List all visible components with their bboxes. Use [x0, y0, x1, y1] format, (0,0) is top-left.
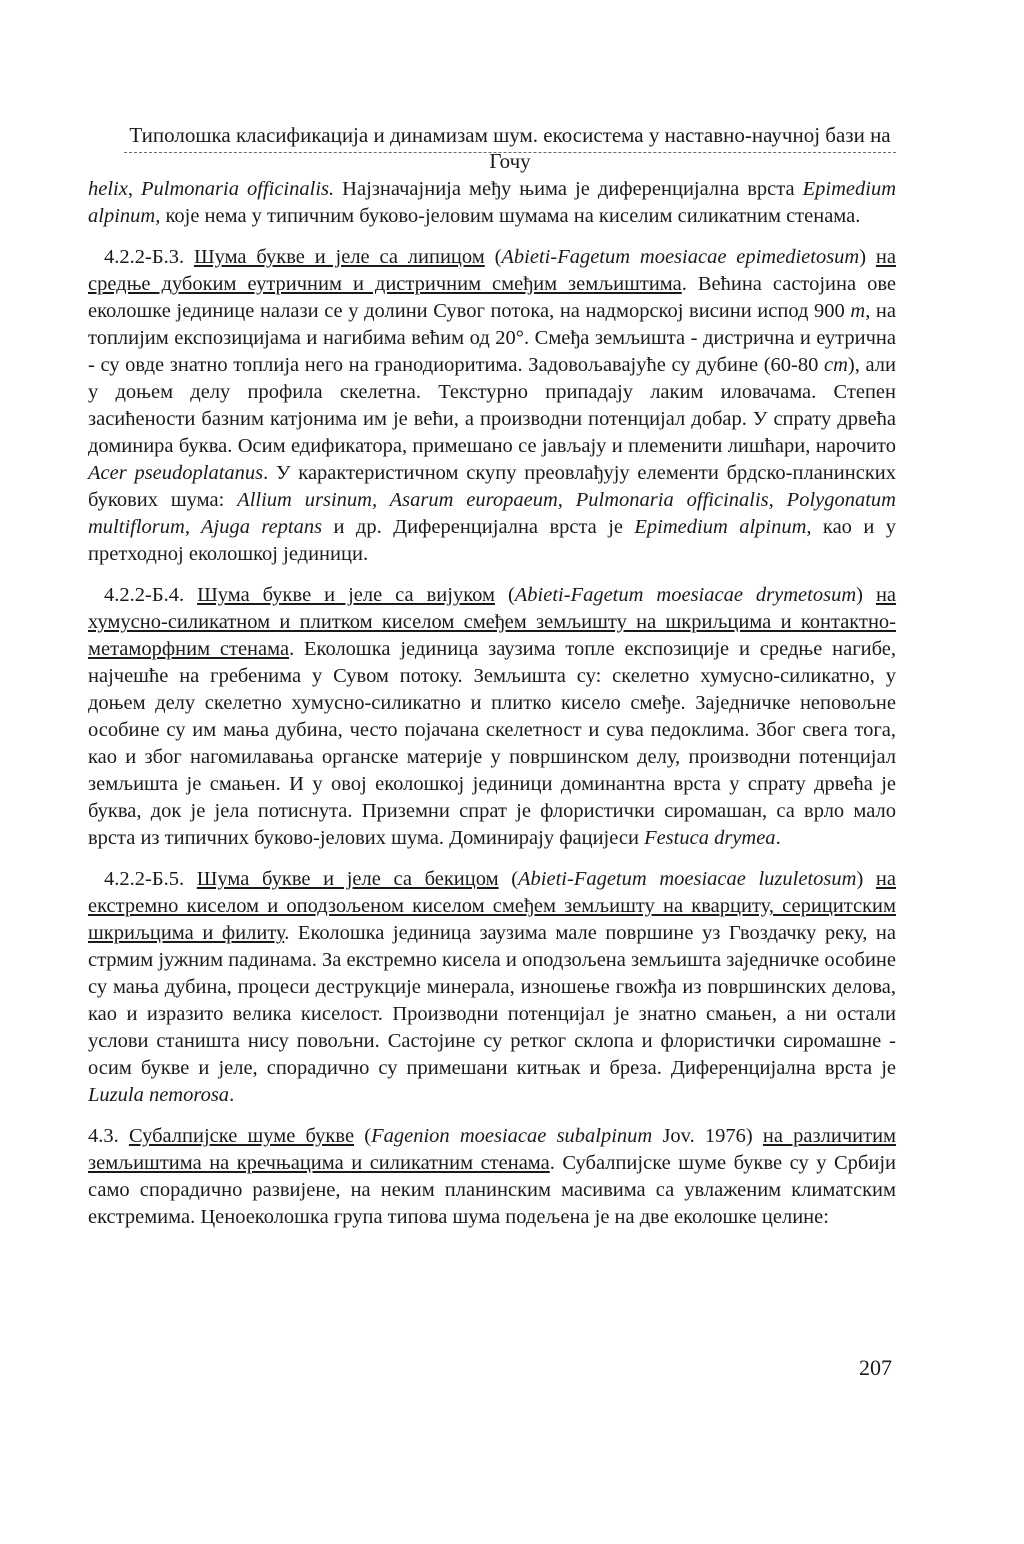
text-run: ) — [859, 246, 876, 268]
underlined-text: на средње дубоким еутричним и дистричним смеђим земљиштима — [88, 246, 896, 295]
underlined-heading: Субалпијске шуме букве — [128, 1125, 355, 1147]
underlined-heading: Шума букве и јеле са вијуком — [197, 584, 495, 606]
text-run: . У карактеристичном скупу преовлађују елементи брдско-планинских букових шума: — [88, 462, 896, 511]
text-run: . Субалпијске шуме букве су у Србији само спорадично развијене, на неким планинским масивима са увлаженим климатским екстремима. Ценоеколошка група типова шума подељена је на две еколошке целине: — [88, 1152, 896, 1228]
text-run: . Еколошка јединица заузима мале површине уз Гвоздачку реку, на стрмим јужним падинама. За екстремно кисела и оподзољена земљишта заједничке особине су мања дубина, процеси деструкције минерала, изношење гвожђа из површинских делова, као и изразито велика киселост. Производни потенцијал је знатно смањен, а ни остали услови станишта нису повољни. Састојине су ретког склопа и флористички сиромашне - осим букве и јеле, спорадично су примешани китњак и бреза. Диференцијална врста је — [88, 922, 896, 1079]
underlined-heading: Шума букве и јеле са липицом — [193, 246, 485, 268]
text-run: Jov. 1976) — [652, 1125, 763, 1147]
section-number: 4.2.2-Б.4. — [104, 584, 198, 606]
text-run: Најзначајнија међу њима је диференцијална врста — [334, 178, 803, 200]
text-run: ( — [494, 584, 515, 606]
text-run: ), али у доњем делу профила скелетна. Текстурно припадају лаким иловачама. Степен засићености базним катјонима им је већи, а производни потенцијал добар. У спрату дрвећа доминира буква. Осим едификатора, примешано се јављају и племенити лишћари, нарочито — [88, 354, 896, 457]
section-number: 4.3. — [88, 1125, 129, 1147]
header-rule — [124, 152, 896, 153]
section-number: 4.2.2-Б.5. — [104, 868, 197, 890]
text-run: ) — [856, 584, 876, 606]
italic-text: Allium ursinum, Asarum europaeum, Pulmonaria officinalis, Polygonatum multiflorum, Ajuga reptans — [88, 489, 896, 538]
italic-text: helix, Pulmonaria officinalis. — [88, 178, 335, 200]
italic-text: cm — [824, 354, 848, 376]
text-run: . — [229, 1084, 235, 1106]
italic-text: Acer pseudoplatanus — [88, 462, 264, 484]
text-run: ) — [856, 868, 876, 890]
underlined-text: на хумусно-силикатном и плитком киселом смеђем земљишту на шкриљцима и контактно-метаморфним стенама — [88, 584, 897, 660]
text-run: , на топлијим експозицијама и нагибима већим од 20°. Смеђа земљишта - дистрична и еутрична - су овде знатно топлија него на гранодиоритима. Задовољавајуће су дубине (60-80 — [88, 300, 896, 376]
underlined-text: на различитим земљиштима на кречњацима и силикатним стенама — [88, 1125, 897, 1174]
paragraph-section-4-2-2-b4 — [88, 582, 896, 852]
italic-text: Abieti-Fagetum moesiacae drymetosum — [514, 584, 857, 606]
text-run: . — [775, 827, 781, 849]
text-run: . Еколошка јединица заузима топле експозиције и средње нагибе, најчешће на гребенима у Сувом потоку. Земљишта су: скелетно хумусно-силикатно, у доњем делу скелетно хумусно-силикатно и плитко кисело смеђе. Заједничке неповољне особине су им мања дубина, често појачана скелетност и сува педоклима. Због свега тога, као и због нагомилавања органске материје у површинском делу, производни потенцијал земљишта је смањен. И у овој еколошкој јединици доминантна врста у спрату дрвећа је буква, док је јела потиснута. Приземни спрат је флористички сиромашан, са врло мало врста из типичних буково-јелових шума. Доминирају фацијеси — [88, 638, 896, 849]
text-run: . Већина састојина ове еколошке јединице налази се у долини Сувог потока, на надморској висини испод 900 — [88, 273, 896, 322]
paragraph-section-4-2-2-b3 — [88, 244, 896, 568]
text-run: ( — [498, 868, 519, 890]
body-text — [88, 176, 896, 1245]
text-run: ( — [484, 246, 502, 268]
italic-text: Luzula nemorosa — [88, 1084, 230, 1106]
paragraph-section-4-2-2-b5 — [88, 866, 896, 1109]
page-number: 207 — [859, 1355, 892, 1380]
paragraph-continuation — [88, 176, 896, 230]
text-run: које нема у типичним буково-јеловим шумама на киселим силикатним стенама. — [160, 205, 861, 227]
text-run: ( — [354, 1125, 372, 1147]
underlined-text: на екстремно киселом и оподзољеном киселом смеђем земљишту на кварциту, серицитским шкриљцима и филиту — [88, 868, 896, 944]
italic-text: Abieti-Fagetum moesiacae luzuletosum — [518, 868, 857, 890]
italic-text: Epimedium alpinum, — [88, 178, 896, 227]
italic-text: Abieti-Fagetum moesiacae epimedietosum — [501, 246, 860, 268]
text-run: и др. Диференцијална врста је — [322, 516, 635, 538]
text-run: , као и у претходној еколошкој јединици. — [88, 516, 896, 565]
italic-text: Epimedium alpinum — [634, 516, 807, 538]
underlined-heading: Шума букве и јеле са бекицом — [196, 868, 499, 890]
running-header: Типолошка класификација и динамизам шум. екосистема у наставно-научној бази на Гочу — [129, 123, 891, 173]
paragraph-section-4-3 — [88, 1123, 896, 1231]
italic-text: Festuca drymea — [644, 827, 776, 849]
italic-text: m — [850, 300, 866, 322]
section-number: 4.2.2-Б.3. — [104, 246, 194, 268]
italic-text: Fagenion moesiacae subalpinum — [371, 1125, 653, 1147]
